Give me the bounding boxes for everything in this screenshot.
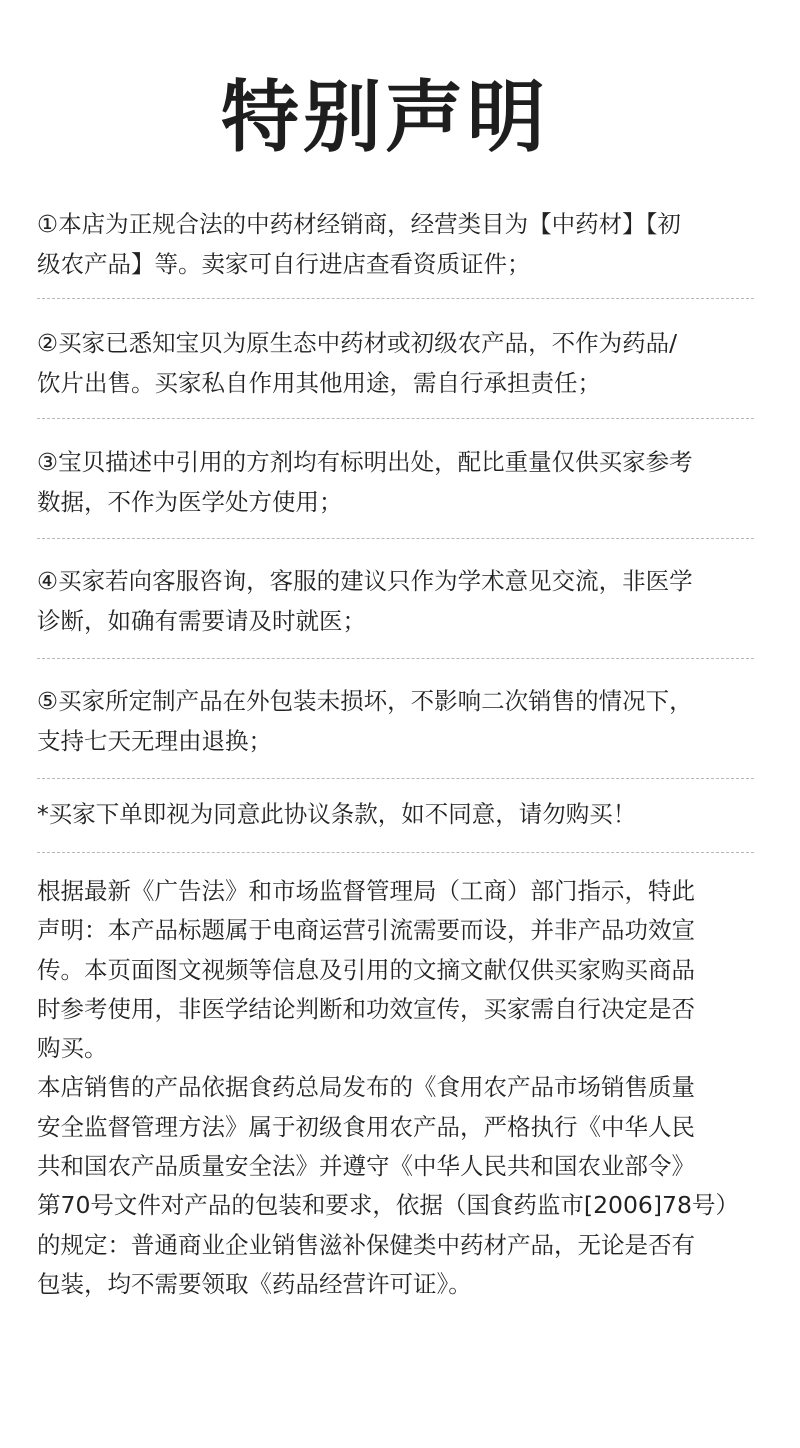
clause-1 [37, 204, 759, 284]
clause-2 [37, 323, 759, 403]
clause-3-line-1: ③宝贝描述中引用的方剂均有标明出处，配比重量仅供买家参考 [37, 448, 693, 476]
statement-line: 声明：本产品标题属于电商运营引流需要而设，并非产品功效宣 [37, 916, 695, 945]
divider [37, 298, 754, 299]
clause-4 [37, 561, 759, 641]
page-title: 特别声明 [220, 73, 549, 163]
divider [37, 658, 754, 659]
clause-3 [37, 442, 759, 522]
clause-5-line-1: ⑤买家所定制产品在外包装未损坏，不影响二次销售的情况下， [37, 687, 693, 715]
statement-line: 传。本页面图文视频等信息及引用的文摘文献仅供买家购买商品 [37, 955, 695, 984]
statement-line: 本店销售的产品依据食药总局发布的《食用农产品市场销售质量 [37, 1073, 695, 1102]
clause-2-line-2: 饮片出售。买家私自作用其他用途，需自行承担责任； [37, 369, 601, 397]
clause-2-line-1: ②买家已悉知宝贝为原生态中药材或初级农产品，不作为药品/ [37, 329, 677, 357]
clause-4-line-1: ④买家若向客服咨询，客服的建议只作为学术意见交流，非医学 [37, 567, 693, 595]
divider [37, 538, 754, 539]
divider [37, 852, 754, 853]
clause-5 [37, 681, 759, 761]
clause-3-line-2: 数据，不作为医学处方使用； [37, 488, 343, 516]
divider [37, 418, 754, 419]
statement-line: 购买。 [37, 1034, 108, 1063]
clause-1-line-2: 级农产品】等。卖家可自行进店查看资质证件； [37, 250, 531, 278]
clause-1-line-1: ①本店为正规合法的中药材经销商，经营类目为【中药材】【初 [37, 210, 681, 238]
agreement-note-line: *买家下单即视为同意此协议条款，如不同意，请勿购买！ [37, 800, 637, 828]
statement-line: 包装，均不需要领取《药品经营许可证》。 [37, 1269, 472, 1298]
statement-line: 时参考使用，非医学结论判断和功效宣传，买家需自行决定是否 [37, 994, 695, 1023]
agreement-note [37, 794, 759, 834]
divider [37, 778, 754, 779]
statement-line: 第70号文件对产品的包装和要求，依据（国食药监市[2006]78号） [37, 1191, 739, 1220]
statement-line: 根据最新《广告法》和市场监督管理局（工商）部门指示，特此 [37, 877, 695, 905]
clause-5-line-2: 支持七天无理由退换； [37, 727, 272, 755]
statement-line: 安全监督管理方法》属于初级食用农产品，严格执行《中华人民 [37, 1112, 695, 1141]
clause-4-line-2: 诊断，如确有需要请及时就医； [37, 607, 366, 635]
legal-statement [37, 872, 777, 1304]
statement-line: 共和国农产品质量安全法》并遵守《中华人民共和国农业部令》 [37, 1152, 695, 1181]
statement-line: 的规定：普通商业企业销售滋补保健类中药材产品，无论是否有 [37, 1230, 695, 1259]
